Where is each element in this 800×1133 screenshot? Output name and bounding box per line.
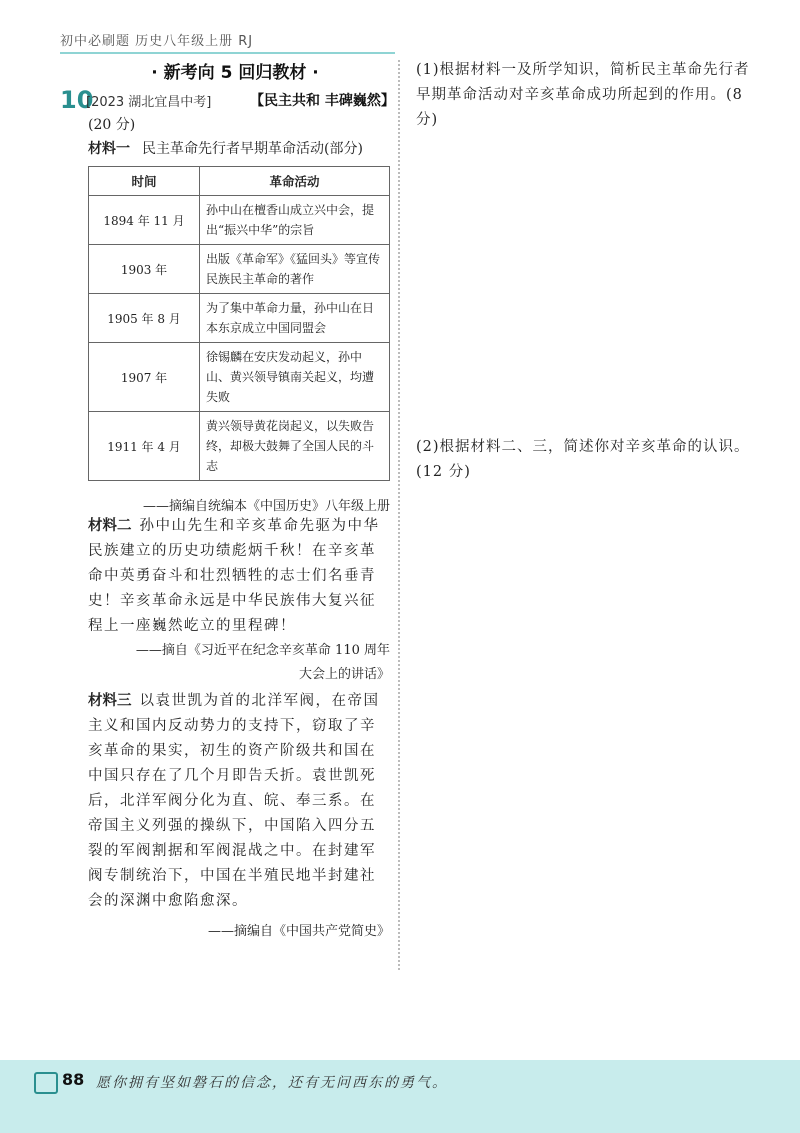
material3-body — [88, 689, 390, 914]
table-cell-time: 1903 年 — [89, 245, 200, 294]
table-cell-time: 1911 年 4 月 — [89, 412, 200, 481]
table-cell-activity: 出版《革命军》《猛回头》等宣传民族民主革命的著作 — [200, 245, 390, 294]
table-cell-activity: 黄兴领导黄花岗起义，以失败告终，却极大鼓舞了全国人民的斗志 — [200, 412, 390, 481]
table-cell-activity: 孙中山在檀香山成立兴中会，提出“振兴中华”的宗旨 — [200, 196, 390, 245]
sub-question-1: (1)根据材料一及所学知识，简析民主革命先行者早期革命活动对辛亥革命成功所起到的作用。(8 分) — [416, 62, 750, 128]
header-underline — [60, 52, 395, 54]
page-footer — [0, 1060, 800, 1133]
table-row — [89, 343, 390, 412]
material2-text: 孙中山先生和辛亥革命先驱为中华民族建立的历史功绩彪炳千秋！在辛亥革命中英勇奋斗和壮烈牺牲的志士们名垂青史！辛亥革命永远是中华民族伟大复兴征程上一座巍然屹立的里程碑！ — [88, 518, 380, 634]
footer-motto: 愿你拥有坚如磐石的信念，还有无问西东的勇气。 — [96, 1075, 448, 1091]
events-table — [88, 166, 390, 481]
table-cell-activity: 为了集中革命力量，孙中山在日本东京成立中国同盟会 — [200, 294, 390, 343]
material1-heading — [88, 138, 390, 158]
sub-question-2: (2)根据材料二、三，简述你对辛亥革命的认识。(12 分) — [416, 439, 750, 480]
material1-label: 材料一 — [88, 141, 130, 157]
right-column — [416, 58, 761, 485]
table-row — [89, 412, 390, 481]
material2-source-line2: 大会上的讲话》 — [298, 667, 390, 682]
question-header — [60, 86, 395, 114]
material3-label: 材料三 — [88, 693, 132, 709]
page-header — [60, 30, 760, 52]
question-number: 10 — [60, 86, 94, 114]
table-cell-time: 1905 年 8 月 — [89, 294, 200, 343]
material3-text: 以袁世凯为首的北洋军阀，在帝国主义和国内反动势力的支持下，窃取了辛亥革命的果实，初生的资产阶级共和国在中国只存在了几个月即告夭折。袁世凯死后，北洋军阀分化为直、皖、奉三系。在帝国主义列强的操纵下，中国陷入四分五裂的军阀割据和军阀混战之中。在封建军阀专制统治下，中国在半殖民地半封建社会的深渊中愈陷愈深。 — [88, 693, 380, 909]
table-row — [89, 196, 390, 245]
table-header-time: 时间 — [89, 167, 200, 196]
section-title: · 新考向 5 回归教材 · — [151, 63, 319, 83]
material1-title: 民主革命先行者早期革命活动(部分) — [142, 141, 363, 157]
left-column — [60, 86, 395, 944]
material2-source-line1: ——摘自《习近平在纪念辛亥革命 110 周年 — [135, 643, 390, 658]
material2-body — [88, 514, 390, 639]
table-cell-activity: 徐锡麟在安庆发动起义，孙中山、黄兴领导镇南关起义，均遭失败 — [200, 343, 390, 412]
book-icon — [34, 1072, 58, 1094]
table-header-activity: 革命活动 — [200, 167, 390, 196]
table-header-row — [89, 167, 390, 196]
material3-source: ——摘编自《中国共产党简史》 — [207, 924, 390, 939]
table-cell-time: 1894 年 11 月 — [89, 196, 200, 245]
column-divider — [398, 60, 400, 970]
header-text: 初中必刷题 历史八年级上册 RJ — [60, 34, 254, 49]
material2-label: 材料二 — [88, 518, 132, 534]
question-source: [2023 湖北宜昌中考] — [86, 95, 212, 110]
table-row — [89, 294, 390, 343]
question-tag: 【民主共和 丰碑巍然】 — [250, 93, 395, 109]
page-number: 88 — [62, 1070, 85, 1089]
table-row — [89, 245, 390, 294]
table-cell-time: 1907 年 — [89, 343, 200, 412]
material1-source: ——摘编自统编本《中国历史》八年级上册 — [142, 499, 390, 514]
question-score: (20 分) — [88, 117, 136, 133]
